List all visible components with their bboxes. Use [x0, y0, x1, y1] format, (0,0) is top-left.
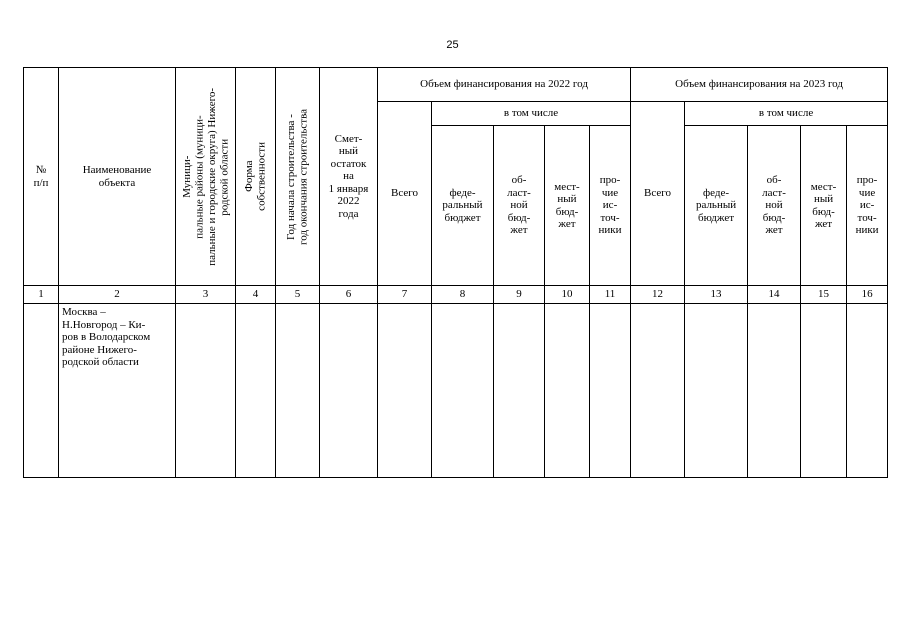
column-number: 6	[320, 286, 378, 304]
column-number: 1	[24, 286, 59, 304]
column-number: 16	[847, 286, 888, 304]
column-number: 12	[631, 286, 685, 304]
cell-other-2022	[590, 304, 631, 478]
object-name-cell	[59, 304, 176, 478]
financing-table	[23, 67, 888, 478]
column-number: 15	[801, 286, 847, 304]
header-total-2023: Всего	[631, 102, 685, 286]
column-number: 14	[748, 286, 801, 304]
cell-ownership	[236, 304, 276, 478]
header-federal-2023: феде- ральный бюджет	[685, 126, 748, 286]
page-number: 25	[446, 39, 459, 51]
header-ownership: Форма собственности	[236, 68, 276, 286]
header-federal-2022: феде- ральный бюджет	[432, 126, 494, 286]
header-including-2023: в том числе	[685, 102, 888, 126]
cell-federal-2022	[432, 304, 494, 478]
column-number: 11	[590, 286, 631, 304]
object-name: Москва – Н.Новгород – Ки- ров в Володарском районе Нижего- родской области	[62, 306, 151, 368]
cell-local-2022	[545, 304, 590, 478]
column-number: 8	[432, 286, 494, 304]
column-number-row	[24, 286, 888, 304]
header-including-2022: в том числе	[432, 102, 631, 126]
header-financing-2023: Объем финансирования на 2023 год	[631, 68, 888, 102]
cell-federal-2023	[685, 304, 748, 478]
cell-regional-2023	[748, 304, 801, 478]
cell-other-2023	[847, 304, 888, 478]
cell-years	[276, 304, 320, 478]
header-financing-2022: Объем финансирования на 2022 год	[378, 68, 631, 102]
cell-districts	[176, 304, 236, 478]
column-number: 3	[176, 286, 236, 304]
column-number: 4	[236, 286, 276, 304]
table-row	[24, 304, 888, 478]
header-num: № п/п	[24, 68, 59, 286]
header-regional-2022: об- ласт- ной бюд- жет	[494, 126, 545, 286]
header-local-2022: мест- ный бюд- жет	[545, 126, 590, 286]
column-number: 7	[378, 286, 432, 304]
header-districts: Муници- пальные районы (муници- пальные и городские округа) Нижего- родской области	[176, 68, 236, 286]
cell-total-2022	[378, 304, 432, 478]
header-remaining-cost: Смет- ный остаток на 1 января 2022 года	[320, 68, 378, 286]
column-number: 10	[545, 286, 590, 304]
column-number: 13	[685, 286, 748, 304]
cell-remaining	[320, 304, 378, 478]
header-local-2023: мест- ный бюд- жет	[801, 126, 847, 286]
column-number: 5	[276, 286, 320, 304]
header-total-2022: Всего	[378, 102, 432, 286]
cell-local-2023	[801, 304, 847, 478]
header-regional-2023: об- ласт- ной бюд- жет	[748, 126, 801, 286]
cell-num	[24, 304, 59, 478]
header-other-2022: про- чие ис- точ- ники	[590, 126, 631, 286]
header-construction-years: Год начала строительства - год окончания строительства	[276, 68, 320, 286]
header-object-name: Наименование объекта	[59, 68, 176, 286]
cell-regional-2022	[494, 304, 545, 478]
column-number: 9	[494, 286, 545, 304]
column-number: 2	[59, 286, 176, 304]
header-other-2023: про- чие ис- точ- ники	[847, 126, 888, 286]
cell-total-2023	[631, 304, 685, 478]
